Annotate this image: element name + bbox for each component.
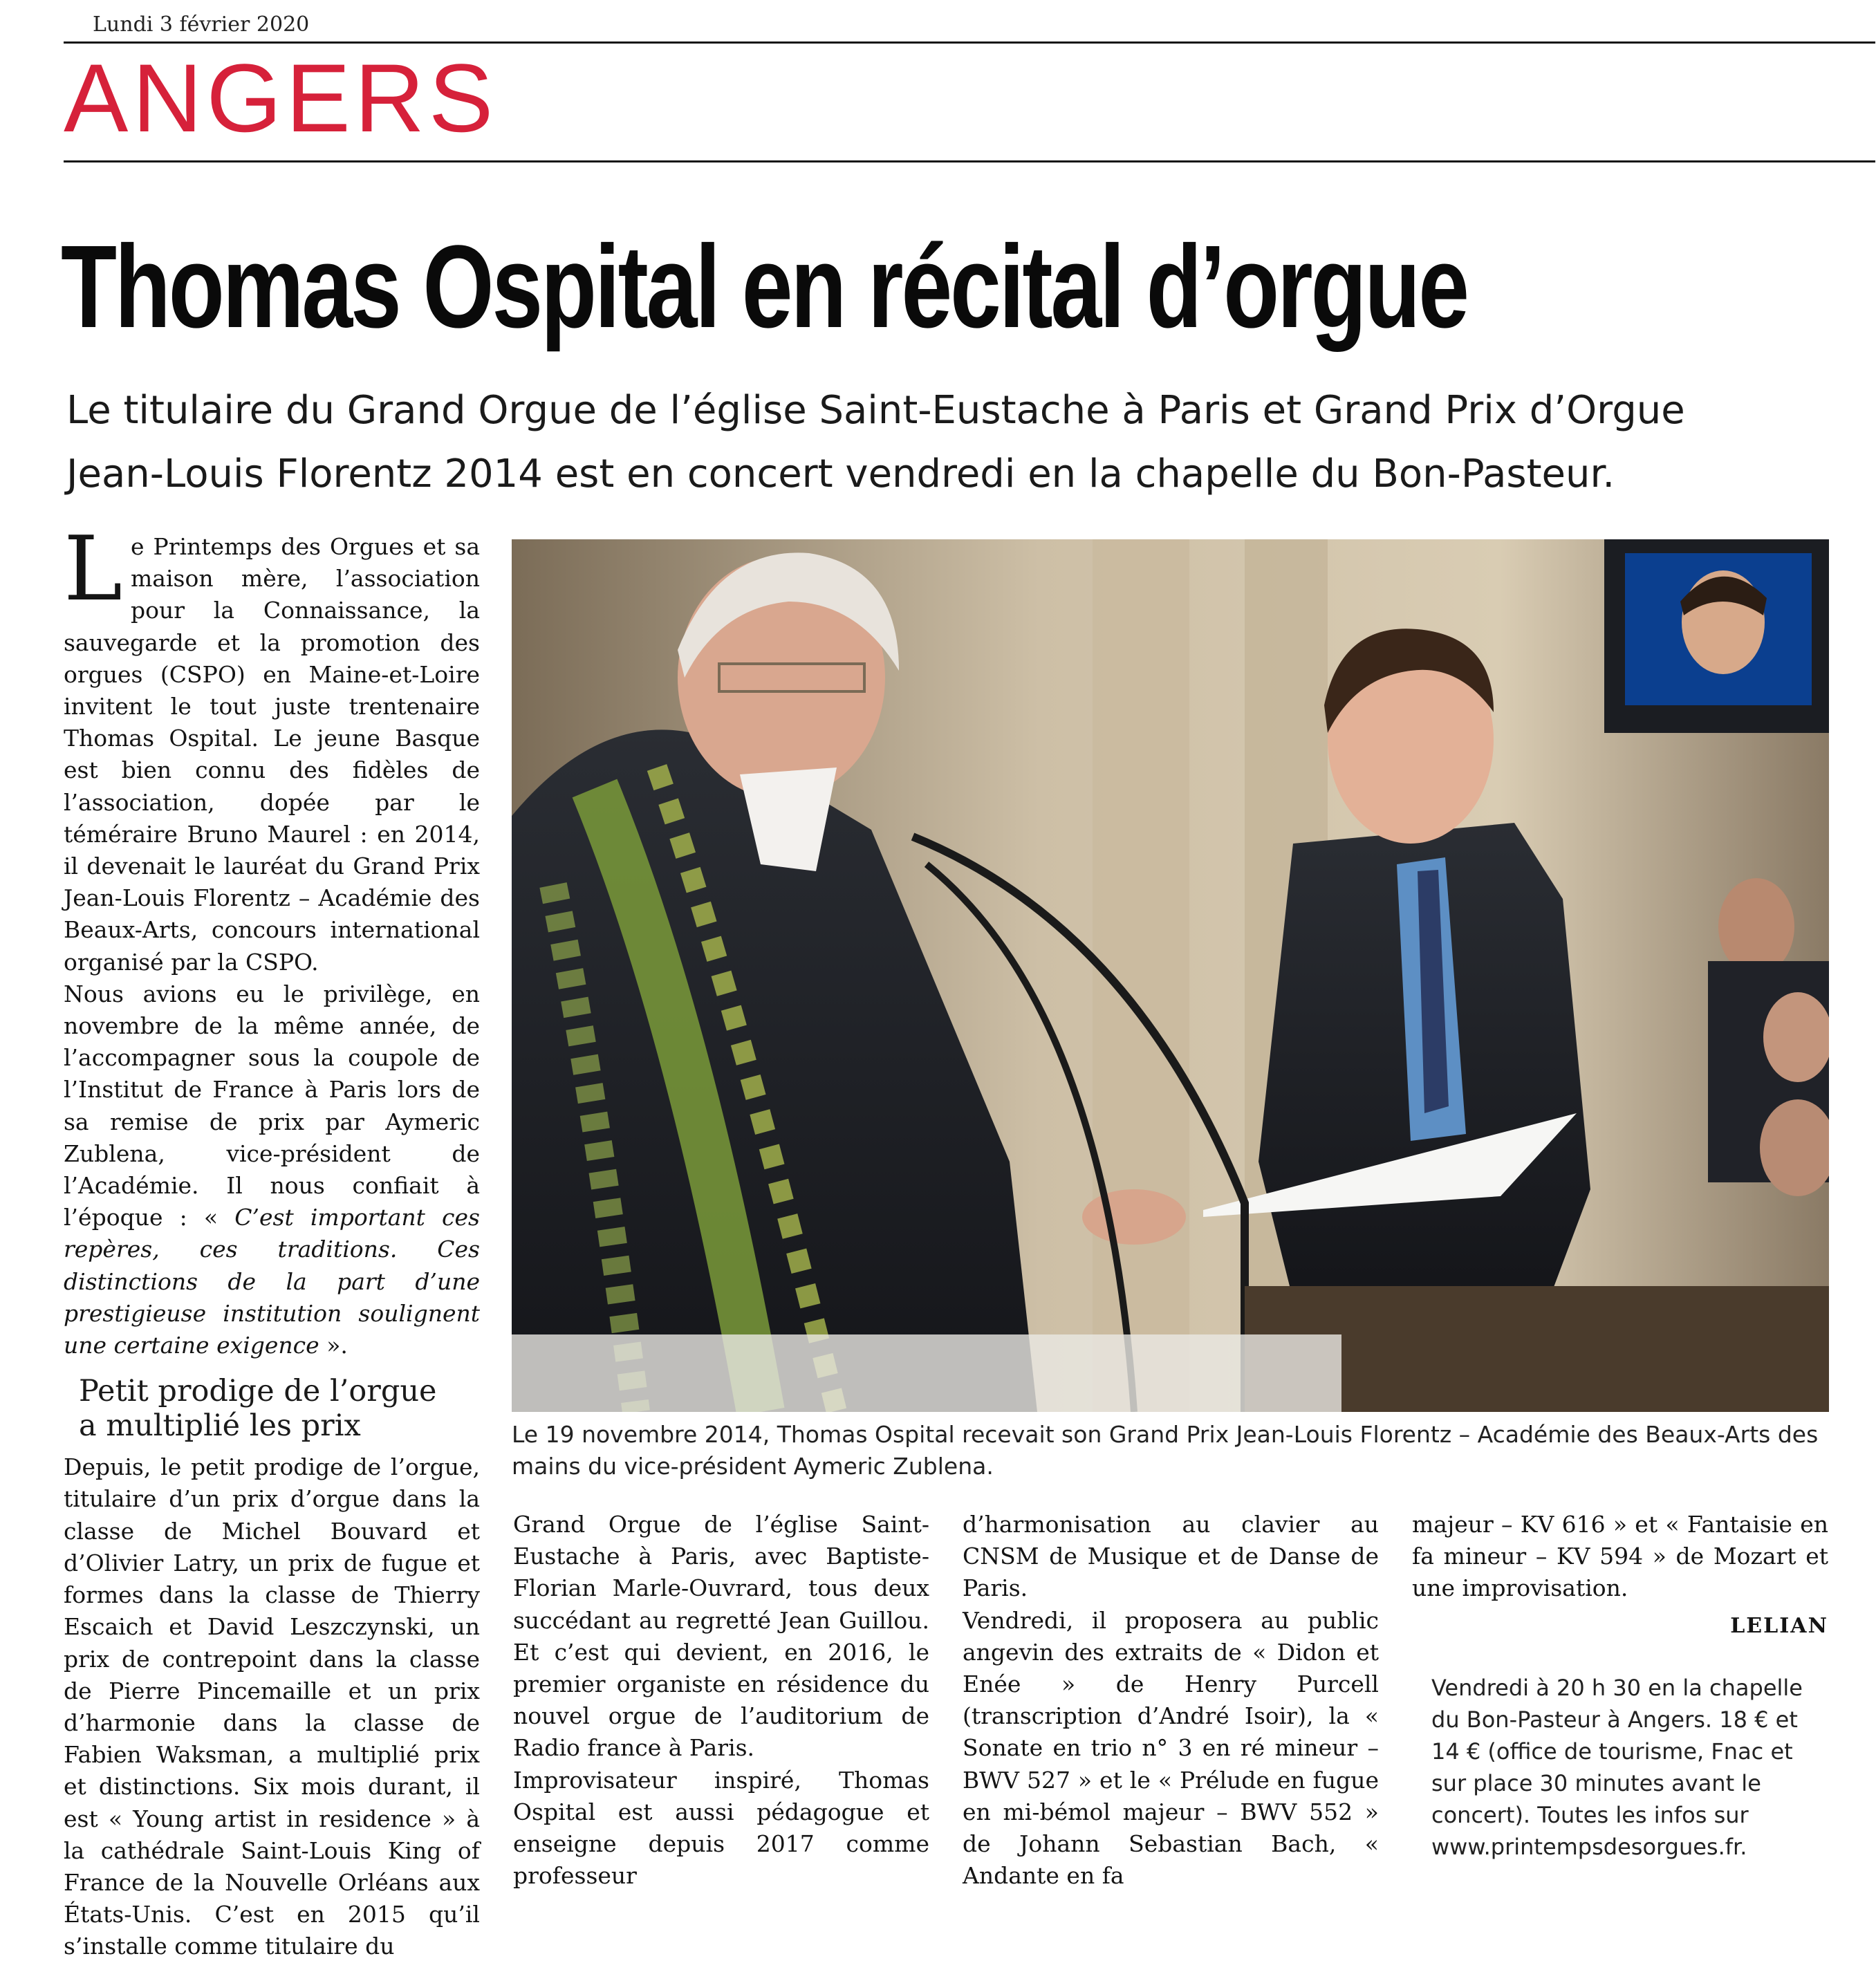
photo-caption: Le 19 novembre 2014, Thomas Ospital recevait son Grand Prix Jean-Louis Florentz – Académie des Beaux-Arts des mains du vice-président Aymeric Zublena. [512,1421,1819,1480]
inter-title-line: a multiplié les prix [79,1408,361,1444]
article-column-1 [64,518,480,1963]
paragraph [64,1451,480,1962]
section-rule [64,160,1875,162]
section-title: ANGERS [64,44,498,152]
paragraph: Grand Orgue de l’église Saint-Eustache à Paris, avec Baptiste- Florian Marle-Ouvrard, tous deux succédant au regretté Jean Guillou. Et c’est qui devient, en 2016, le premier organiste en résidence du nouvel orgue de l’auditorium de Radio france à Paris. [513,1511,929,1762]
inter-title-line: Petit prodige de l’orgue [79,1374,437,1409]
drop-cap: L [64,518,122,621]
paragraph-text: e Printemps des Orgues et sa maison mère, l’association pour la Connaissance, la sauvegarde et la promotion des orgues (CSPO) en Maine-et-Loire invitent le tout juste trentenaire Thomas Ospital. Le jeune Basque est bien connu des fidèles de l’association, dopée par le téméraire Bruno Maurel : en 2014, il devenait le lauréat du Grand Prix Jean-Louis Florentz – Académie des Beaux-Arts, concours international organisé par la CSPO. [64,533,480,976]
author-signature: LELIAN [1730,1613,1828,1638]
paragraph-text: ». [326,1332,348,1359]
article-column-4 [1412,1509,1828,1642]
quote-text: C’est important ces repères, ces traditions. Ces distinctions de la part d’une prestigieuse institution soulignent une certaine exigence [64,1204,480,1359]
article-headline: Thomas Ospital en récital d’orgue [61,221,1467,353]
issue-date: Lundi 3 février 2020 [93,12,310,37]
paragraph-text: Depuis, le petit prodige de l’orgue, titulaire d’un prix d’orgue dans la classe de Michel Bouvard et d’Olivier Latry, un prix de fugue et formes dans la classe de Thierry Escaich et David Leszczynski, un prix de contrepoint dans la classe de Pierre Pincemaille et un prix d’harmonie dans la classe de Fabien Waksman, a multiplié prix et distinctions. Six mois durant, il est « Young artist in residence » à la cathédrale Saint-Louis King of France de la Nouvelle Orléans aux États-Unis. C’est en 2015 qu’il s’installe comme titulaire du [64,1453,480,1960]
article-standfirst [66,379,1837,506]
standfirst-line: Jean-Louis Florentz 2014 est en concert vendredi en la chapelle du Bon-Pasteur. [66,452,1615,496]
paragraph [64,978,480,1361]
paragraph [64,518,480,978]
article-column-2 [513,1509,929,1892]
photo-illustration [512,539,1829,1412]
article-photo [512,539,1829,1412]
standfirst-line: Le titulaire du Grand Orgue de l’église Saint-Eustache à Paris et Grand Prix d’Orgue [66,388,1685,433]
paragraph: majeur – KV 616 » et « Fantaisie en fa mineur – KV 594 » de Mozart et une improvisation. [1412,1511,1828,1602]
paragraph: Improvisateur inspiré, Thomas Ospital est aussi pédagogue et enseigne depuis 2017 comme professeur [513,1766,929,1890]
article-column-3 [963,1509,1379,1892]
paragraph-text: Nous avions eu le privilège, en novembre de la même année, de l’accompagner sous la coupole de l’Institut de France à Paris lors de sa remise de prix par Aymeric Zublena, vice-président de l’Académie. Il nous confiait à l’époque : « [64,980,480,1231]
inter-title [79,1374,480,1443]
paragraph: d’harmonisation au clavier au CNSM de Musique et de Danse de Paris. [963,1511,1379,1602]
paragraph: Vendredi, il proposera au public angevin des extraits de « Didon et Enée » de Henry Purcell (transcription d’André Isoir), la « Sonate en trio n° 3 en ré mineur – BWV 527 » et le « Prélude en fugue en mi-bémol majeur – BWV 552 » de Johann Sebastian Bach, « Andante en fa [963,1606,1379,1890]
practical-info: Vendredi à 20 h 30 en la chapelle du Bon-Pasteur à Angers. 18 € et 14 € (office de tourisme, Fnac et sur place 30 minutes avant le concert). Toutes les infos sur www.printempsdesorgues.fr. [1431,1675,1803,1860]
